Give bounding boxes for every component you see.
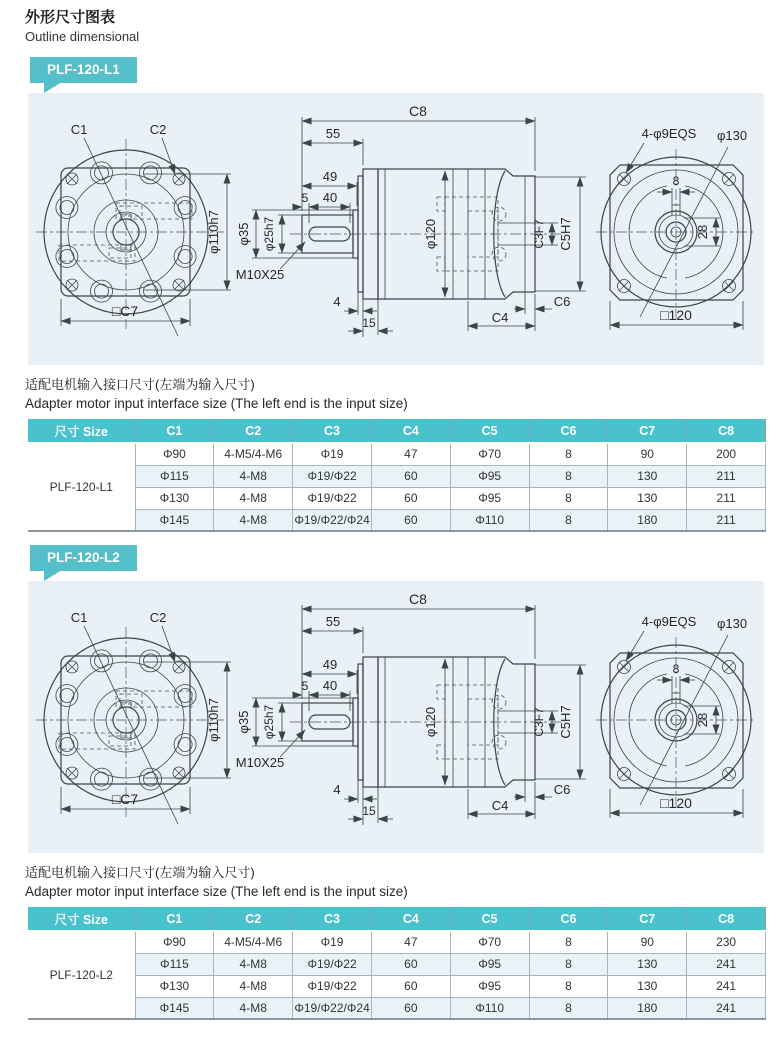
col-header-c3: C3 [293, 907, 372, 931]
table-cell: 130 [608, 975, 687, 997]
table-cell: 4-M8 [214, 487, 293, 509]
col-header-size: 尺寸 Size [28, 907, 135, 931]
page-title-zh: 外形尺寸图表 [25, 9, 116, 26]
table-cell: Φ115 [135, 465, 214, 487]
table-cell: 130 [608, 953, 687, 975]
table-cell: 4-M8 [214, 509, 293, 531]
table-cell: 8 [529, 509, 608, 531]
dimension-table [28, 419, 766, 532]
table-cell: Φ95 [450, 975, 529, 997]
drawing-panel [28, 581, 764, 853]
model-badge-label: PLF-120-L1 [47, 62, 120, 77]
table-cell: 60 [371, 509, 450, 531]
model-badge [30, 57, 137, 83]
table-row [28, 487, 766, 509]
table-cell: 60 [371, 487, 450, 509]
table-cell: Φ110 [450, 509, 529, 531]
col-header-c5: C5 [450, 907, 529, 931]
table-cell: Φ110 [450, 997, 529, 1019]
table-cell: 211 [687, 487, 766, 509]
table-cell: Φ145 [135, 997, 214, 1019]
table-cell: Φ90 [135, 931, 214, 953]
col-header-c4: C4 [371, 419, 450, 443]
table-cell: 8 [529, 953, 608, 975]
table-cell: 47 [371, 931, 450, 953]
col-header-c8: C8 [687, 907, 766, 931]
note-en: Adapter motor input interface size (The left end is the input size) [25, 396, 408, 411]
table-cell: 8 [529, 975, 608, 997]
table-cell: Φ19/Φ22/Φ24 [293, 509, 372, 531]
table-row [28, 953, 766, 975]
model-badge [30, 545, 137, 571]
table-row [28, 509, 766, 531]
outline-drawing [28, 581, 764, 853]
table-cell: 8 [529, 997, 608, 1019]
table-cell: 230 [687, 931, 766, 953]
table-cell: Φ130 [135, 975, 214, 997]
section-plf-120-l1 [0, 44, 780, 532]
table-cell: 60 [371, 465, 450, 487]
page-title-en: Outline dimensional [25, 29, 140, 44]
table-cell: 130 [608, 465, 687, 487]
table-cell: Φ145 [135, 509, 214, 531]
table-cell: 211 [687, 509, 766, 531]
table-row [28, 997, 766, 1019]
note-zh: 适配电机输入接口尺寸(左端为输入尺寸) [25, 865, 255, 880]
table-cell: 241 [687, 953, 766, 975]
col-header-c2: C2 [214, 419, 293, 443]
table-cell: 180 [608, 509, 687, 531]
table-cell: Φ90 [135, 443, 214, 465]
outline-drawing [28, 93, 764, 365]
table-row [28, 931, 766, 953]
drawing-panel [28, 93, 764, 365]
dimension-table [28, 907, 766, 1020]
table-cell: Φ19/Φ22 [293, 953, 372, 975]
table-row [28, 465, 766, 487]
table-cell: Φ95 [450, 487, 529, 509]
table-cell: 4-M5/4-M6 [214, 443, 293, 465]
section-plf-120-l2 [0, 532, 780, 1020]
col-header-c1: C1 [135, 419, 214, 443]
col-header-c1: C1 [135, 907, 214, 931]
table-cell: 90 [608, 443, 687, 465]
col-header-c5: C5 [450, 419, 529, 443]
table-cell: Φ19 [293, 443, 372, 465]
row-label: PLF-120-L2 [28, 931, 135, 1019]
table-cell: 241 [687, 997, 766, 1019]
table-cell: Φ115 [135, 953, 214, 975]
model-badge-label: PLF-120-L2 [47, 550, 120, 565]
table-cell: Φ70 [450, 931, 529, 953]
col-header-c7: C7 [608, 419, 687, 443]
col-header-size: 尺寸 Size [28, 419, 135, 443]
table-cell: 4-M5/4-M6 [214, 931, 293, 953]
table-cell: 4-M8 [214, 953, 293, 975]
table-cell: Φ19 [293, 931, 372, 953]
col-header-c2: C2 [214, 907, 293, 931]
table-cell: 200 [687, 443, 766, 465]
note-zh: 适配电机输入接口尺寸(左端为输入尺寸) [25, 377, 255, 392]
table-cell: 130 [608, 487, 687, 509]
col-header-c6: C6 [529, 907, 608, 931]
table-cell: 60 [371, 975, 450, 997]
table-cell: Φ95 [450, 465, 529, 487]
table-cell: Φ70 [450, 443, 529, 465]
col-header-c7: C7 [608, 907, 687, 931]
col-header-c8: C8 [687, 419, 766, 443]
col-header-c6: C6 [529, 419, 608, 443]
table-cell: 47 [371, 443, 450, 465]
table-cell: 180 [608, 997, 687, 1019]
table-cell: 60 [371, 997, 450, 1019]
table-cell: 90 [608, 931, 687, 953]
col-header-c3: C3 [293, 419, 372, 443]
table-cell: 211 [687, 465, 766, 487]
table-cell: 8 [529, 931, 608, 953]
table-cell: Φ130 [135, 487, 214, 509]
table-cell: 8 [529, 465, 608, 487]
table-cell: Φ19/Φ22/Φ24 [293, 997, 372, 1019]
table-cell: Φ19/Φ22 [293, 487, 372, 509]
note-en: Adapter motor input interface size (The left end is the input size) [25, 884, 408, 899]
col-header-c4: C4 [371, 907, 450, 931]
table-cell: 60 [371, 953, 450, 975]
table-cell: 241 [687, 975, 766, 997]
table-cell: 8 [529, 487, 608, 509]
table-cell: 4-M8 [214, 975, 293, 997]
table-cell: 4-M8 [214, 465, 293, 487]
table-row [28, 443, 766, 465]
table-cell: Φ95 [450, 953, 529, 975]
table-cell: Φ19/Φ22 [293, 465, 372, 487]
row-label: PLF-120-L1 [28, 443, 135, 531]
table-cell: 4-M8 [214, 997, 293, 1019]
table-cell: 8 [529, 443, 608, 465]
table-row [28, 975, 766, 997]
table-cell: Φ19/Φ22 [293, 975, 372, 997]
